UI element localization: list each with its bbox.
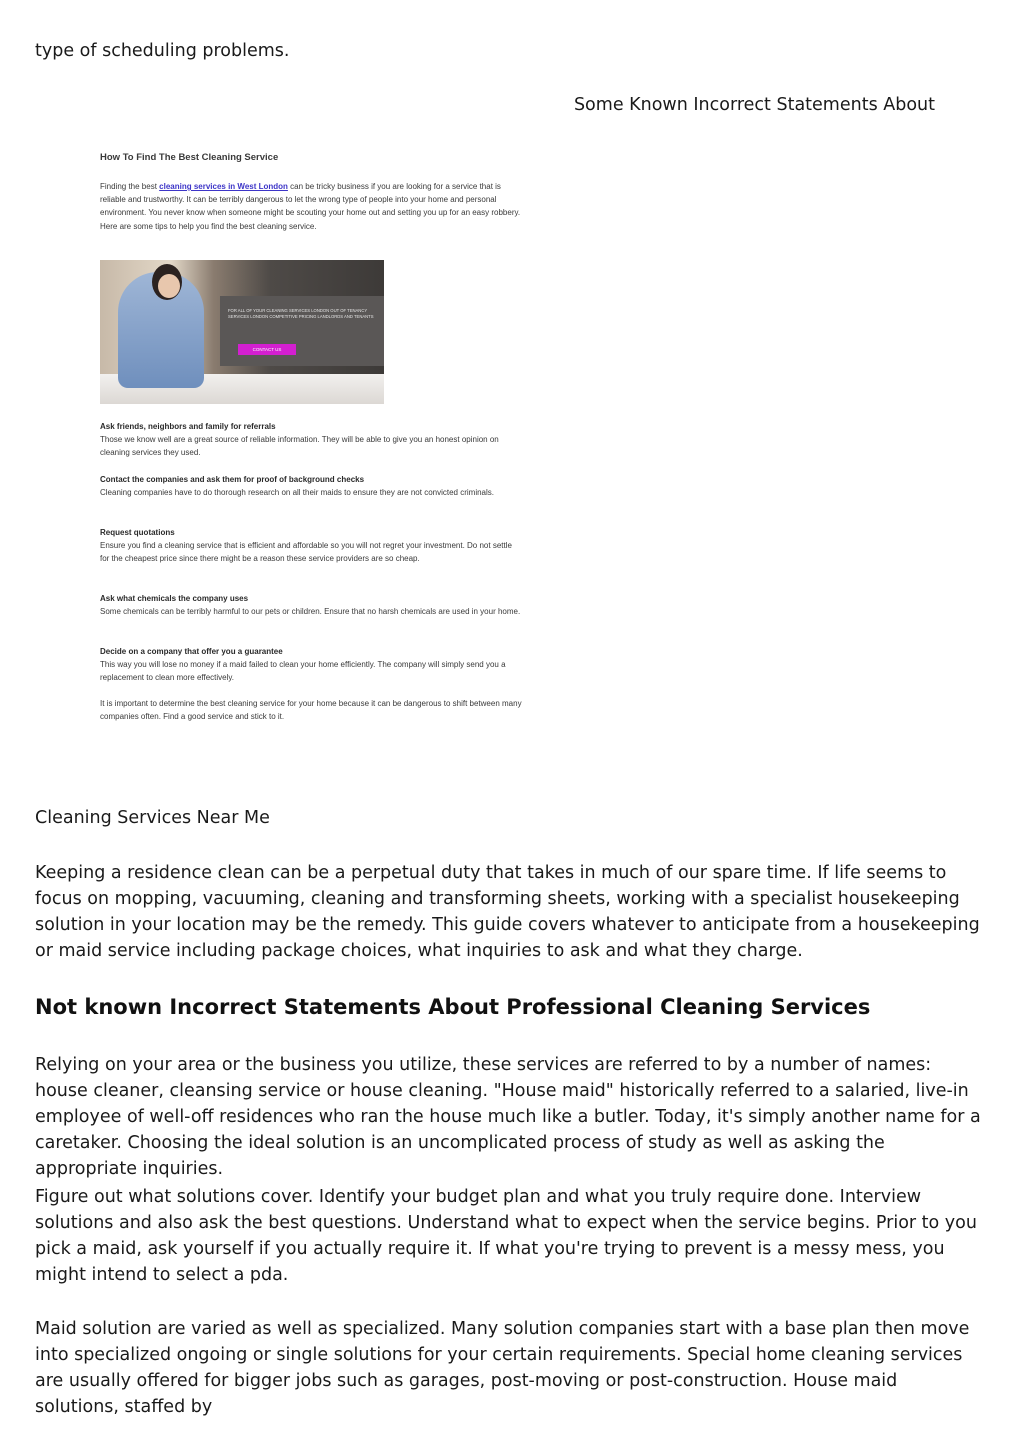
promo-banner [220, 296, 384, 366]
doc-section: Ask friends, neighbors and family for referrals Those we know well are a great source of reliable information. They will be able to give you an honest opinion on cleaning services they used. [100, 422, 499, 457]
doc-section: Contact the companies and ask them for proof of background checks Cleaning companies have to do thorough research on all their maids to ensure they are not convicted criminals. [100, 475, 494, 497]
subheading: Cleaning Services Near Me [35, 808, 270, 828]
paragraph: Maid solution are varied as well as specialized. Many solution companies start with a base plan then move into specialized ongoing or single solutions for your certain requirements. Special home cleaning services are usually offered for bigger jobs such as garages, post-moving or post-construction. House maid solutions, staffed by [35, 1319, 970, 1417]
embedded-document-image [90, 142, 530, 732]
doc-intro: Finding the best cleaning services in West London can be tricky business if you are looking for a service that is reliable and trustworthy. It can be terribly dangerous to let the wrong type of people into your home and personal environment. You never know when someone might be scouting your home out and setting you up for an easy robbery. Here are some tips to help you find the best cleaning service. [100, 182, 521, 231]
doc-section: Ask what chemicals the company uses Some chemicals can be terribly harmful to our pets or children. Ensure that no harsh chemicals are used in your home. [100, 594, 521, 616]
contact-us-button[interactable]: CONTACT US [238, 344, 296, 355]
paragraph: Keeping a residence clean can be a perpetual duty that takes in much of our spare time. If life seems to focus on mopping, vacuuming, cleaning and transforming sheets, working with a specialist housekeeping solution in your location may be the remedy. This guide covers whatever to anticipate from a housekeeping or maid service including package choices, what inquiries to ask and what they charge. [35, 863, 980, 961]
maid-photo-banner [100, 260, 384, 404]
doc-intro-link[interactable]: cleaning services in West London [159, 182, 288, 191]
promo-banner-text: FOR ALL OF YOUR CLEANING SERVICES LONDON OUT OF TENANCY SERVICES LONDON COMPETITIVE PRICING LANDLORDS AND TENANTS [228, 308, 374, 319]
doc-closing: It is important to determine the best cleaning service for your home because it can be dangerous to shift between many companies often. Find a good service and stick to it. [100, 699, 522, 721]
maid-face [158, 274, 180, 298]
right-caption: Some Known Incorrect Statements About [573, 95, 935, 115]
doc-title: How To Find The Best Cleaning Service [100, 152, 279, 163]
doc-section: Decide on a company that offer you a guarantee This way you will lose no money if a maid failed to clean your home efficiently. The company will simply send you a replacement to clean more effectively. [100, 647, 506, 682]
lead-text: type of scheduling problems. [35, 41, 290, 61]
paragraph: Figure out what solutions cover. Identify your budget plan and what you truly require done. Interview solutions and also ask the best questions. Understand what to expect when the service begins. Prior to you pick a maid, ask yourself if you actually require it. If what you're trying to prevent is a messy mess, you might intend to select a pda. [35, 1187, 977, 1285]
paragraph: Relying on your area or the business you utilize, these services are referred to by a number of names: house cleaner, cleansing service or house cleaning. "House maid" historically referred to a salaried, live-in employee of well-off residences who ran the house much like a butler. Today, it's simply another name for a caretaker. Choosing the ideal solution is an uncomplicated process of study as well as asking the appropriate inquiries. [35, 1055, 981, 1179]
section-heading: Not known Incorrect Statements About Professional Cleaning Services [35, 995, 871, 1019]
doc-section: Request quotations Ensure you find a cleaning service that is efficient and affordable so you will not regret your investment. Do not settle for the cheapest price since there might be a reason these service providers are so cheap. [100, 528, 512, 563]
